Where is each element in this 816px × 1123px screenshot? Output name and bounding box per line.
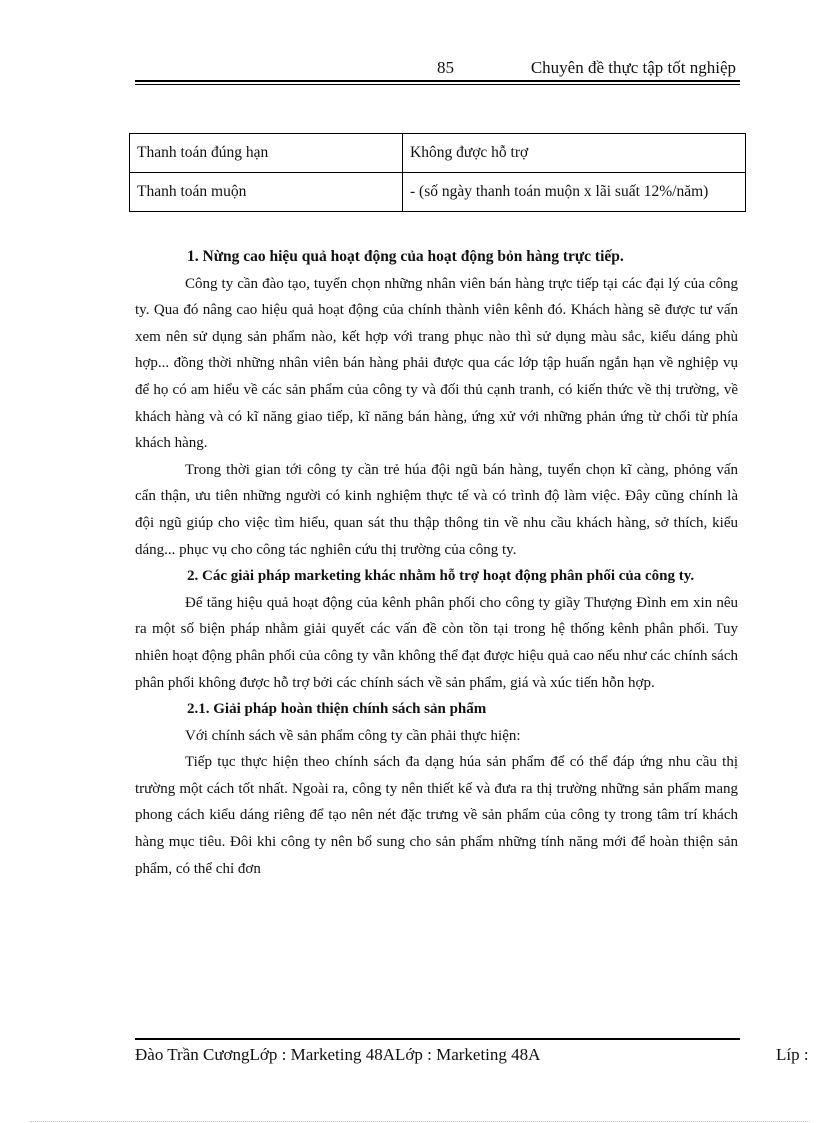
paragraph: Công ty cần đào tạo, tuyển chọn những nhân viên bán hàng trực tiếp tại các đại lý của công ty. Qua đó nâng cao hiệu quả hoạt động của chính thành viên kênh đó. Khách hàng sẽ được tư vấn xem nên sử dụng sản phẩm nào, kết hợp với trang phục nào thì sử dụng màu sắc, kiểu dáng phù hợp... đồng thời những nhân viên bán hàng phải được qua các lớp tập huấn ngắn hạn về nghiệp vụ để họ có am hiểu về các sản phẩm của công ty và đối thủ cạnh tranh, có kiến thức về thị trường, về khách hàng và có kĩ năng giao tiếp, kĩ năng bán hàng, ứng xử với những phản ứng từ chối từ phía khách hàng.	[135, 275, 738, 452]
header-rule	[135, 80, 740, 82]
table-row	[130, 173, 746, 212]
paragraph: Với chính sách về sản phẩm công ty cần phải thực hiện:	[185, 727, 521, 744]
footer-text: Đào Trần CươngLớp : Marketing 48ALớp : Marketing 48A	[135, 1045, 541, 1064]
section-heading: 1. Nừng cao hiệu quả hoạt động của hoạt động bỏn hàng trực tiếp.	[187, 248, 624, 265]
table-cell-label: Thanh toán đúng hạn	[130, 134, 403, 173]
page-number: 85	[437, 58, 454, 77]
paragraph: Trong thời gian tới công ty cần trẻ húa đội ngũ bán hàng, tuyển chọn kĩ càng, phỏng vấn cẩn thận, ưu tiên những người có kinh nghiệm thực tế và có trình độ làm việc. Đây cũng chính là đội ngũ giúp cho việc tìm hiểu, quan sát thu thập thông tin về nhu cầu khách hàng, sở thích, kiểu dáng... phục vụ cho công tác nghiên cứu thị trường của công ty.	[135, 461, 738, 558]
body-text	[135, 244, 738, 882]
section-heading: 2. Các giải pháp marketing khác nhằm hỗ trợ hoạt động phân phối của công ty.	[187, 568, 695, 585]
footer-rule	[135, 1038, 740, 1040]
paragraph: Để tăng hiệu quả hoạt động của kênh phân phối cho công ty giầy Thượng Đình em xin nêu ra một số biện pháp nhằm giải quyết các vấn đề còn tồn tại trong hệ thống kênh phân phối. Tuy nhiên hoạt động phân phối của công ty vẫn không thể đạt được hiệu quả cao nếu như các chính sách phân phối không được hỗ trợ bởi các chính sách về sản phẩm, giá và xúc tiến hỗn hợp.	[135, 594, 738, 691]
table-cell-value: Không được hỗ trợ	[403, 134, 746, 173]
page-header	[135, 58, 740, 80]
table-cell-value: - (số ngày thanh toán muộn x lãi suất 12%/năm)	[403, 173, 746, 212]
document-title: Chuyên đề thực tập tốt nghiệp	[530, 58, 736, 77]
paragraph: Tiếp tục thực hiện theo chính sách đa dạng húa sản phẩm để có thể đáp ứng nhu cầu thị trường một cách tốt nhất. Ngoài ra, công ty nên thiết kế và đưa ra thị trường những sản phẩm mang phong cách kiểu dáng riêng để tạo nên nét đặc trưng về sản phẩm của công ty trong tâm trí khách hàng mục tiêu. Đôi khi công ty nên bổ sung cho sản phẩm những tính năng mới để hoàn thiện sản phẩm, có thể chỉ đơn	[135, 754, 738, 877]
table-row	[130, 134, 746, 173]
page-bottom-border	[30, 1121, 810, 1122]
subsection-heading: 2.1. Giải pháp hoàn thiện chính sách sản phẩm	[187, 701, 487, 718]
header-rule-thin	[135, 84, 740, 85]
table-cell-label: Thanh toán muộn	[130, 173, 403, 212]
footer-class-label: Líp :	[776, 1045, 809, 1064]
payment-terms-table	[129, 133, 746, 212]
